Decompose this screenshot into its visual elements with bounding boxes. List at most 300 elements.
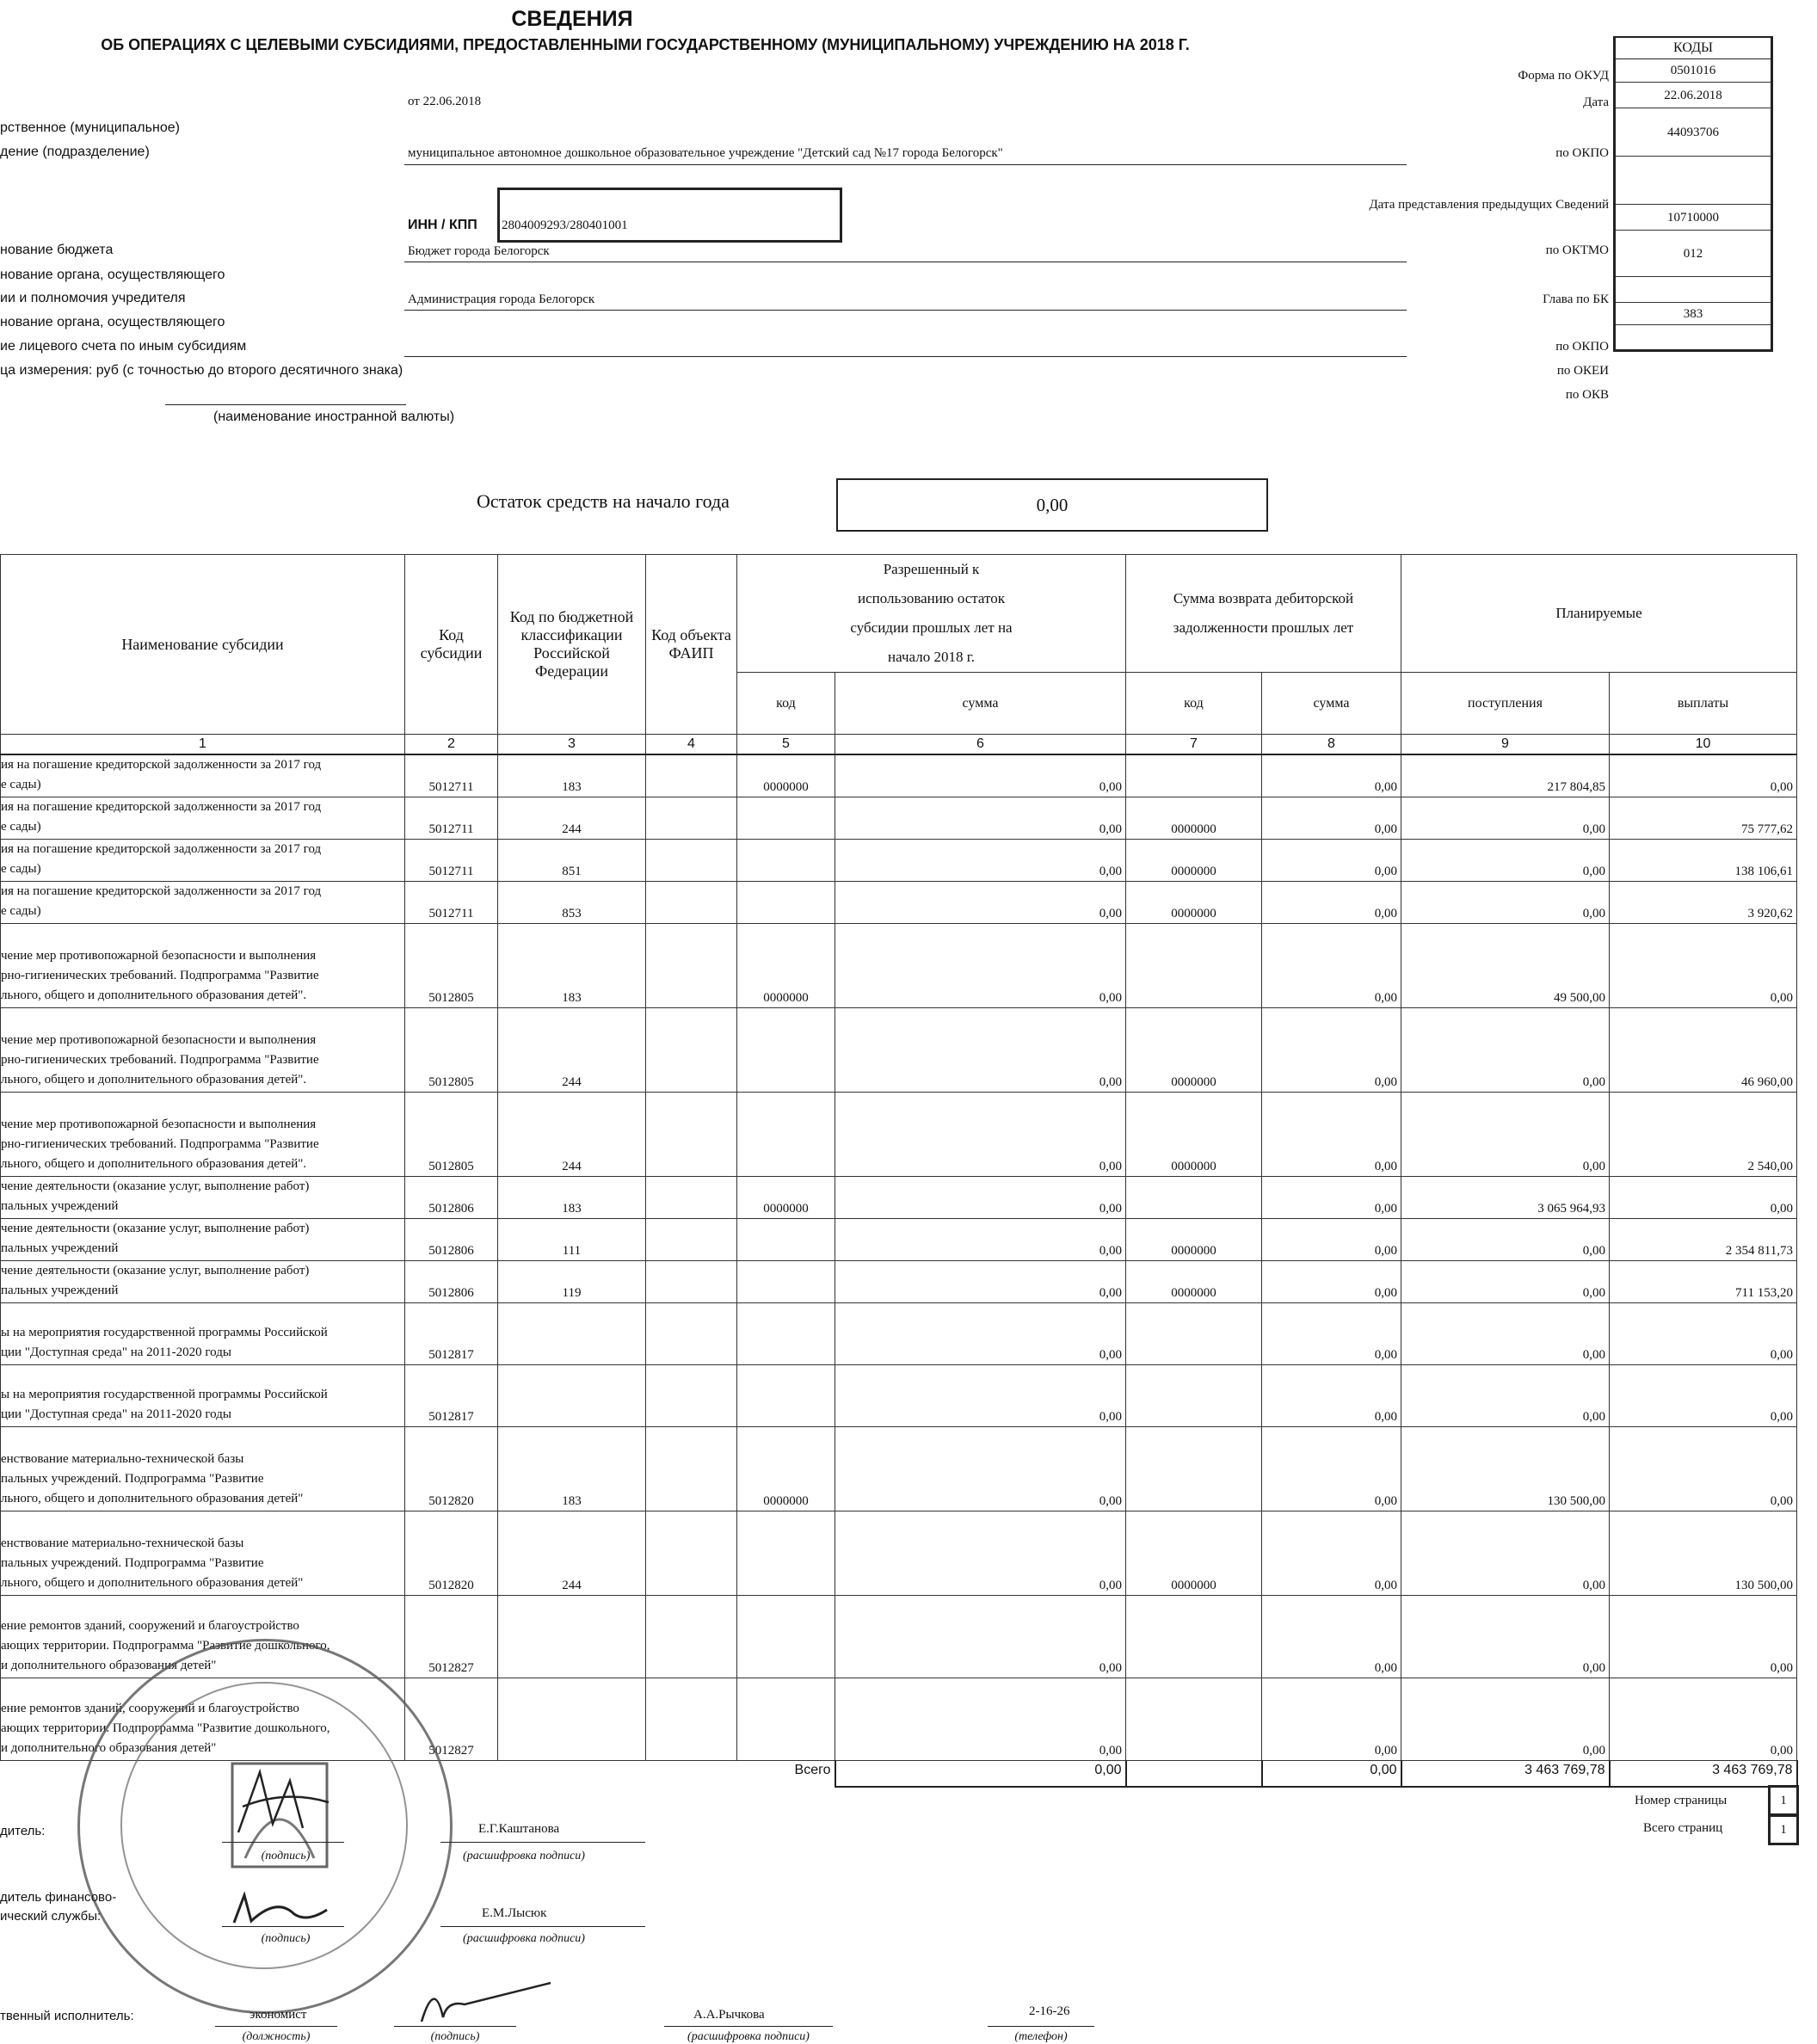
cell-planned-payments: 0,00 — [1610, 924, 1797, 1008]
col-number: 5 — [737, 735, 835, 755]
table-row — [1, 1219, 1797, 1261]
fin-label-2: ический службы: — [0, 1909, 102, 1924]
cell-planned-income: 0,00 — [1401, 1678, 1610, 1761]
cell-allowed-sum: 0,00 — [835, 1596, 1126, 1678]
cell-bk-code: 244 — [498, 797, 646, 840]
subsidy-name-line: чение деятельности (оказание услуг, выполнение работ) — [1, 1222, 310, 1235]
cell-return-sum: 0,00 — [1262, 882, 1401, 924]
document-subtitle: ОБ ОПЕРАЦИЯХ С ЦЕЛЕВЫМИ СУБСИДИЯМИ, ПРЕДОСТАВЛЕННЫМИ ГОСУДАРСТВЕННОМУ (МУНИЦИПАЛЬНОМУ) УЧРЕЖДЕНИЮ НА 2018 Г. — [101, 36, 1190, 53]
exec-label: твенный исполнитель: — [0, 2009, 134, 2023]
th-allowed-group: Разрешенный к использованию остаток субсидии прошлых лет на начало 2018 г. — [737, 555, 1126, 673]
cell-planned-payments: 130 500,00 — [1610, 1511, 1797, 1596]
cell-faip-code — [646, 840, 737, 882]
cell-allowed-code — [737, 1303, 835, 1365]
cell-return-sum: 0,00 — [1262, 1008, 1401, 1093]
inn-label: ИНН / КПП — [408, 218, 477, 232]
cell-bk-code: 183 — [498, 1177, 646, 1219]
cell-subsidy-name — [1, 1303, 405, 1365]
cell-allowed-sum: 0,00 — [835, 1303, 1126, 1365]
codes-okpo: 44093706 — [1616, 108, 1771, 157]
col-number: 8 — [1262, 735, 1401, 755]
cell-planned-payments: 0,00 — [1610, 1596, 1797, 1678]
cell-allowed-sum: 0,00 — [835, 1219, 1126, 1261]
cell-bk-code: 244 — [498, 1093, 646, 1177]
cell-planned-income: 0,00 — [1401, 1093, 1610, 1177]
cell-allowed-sum: 0,00 — [835, 840, 1126, 882]
cell-planned-income: 49 500,00 — [1401, 924, 1610, 1008]
cell-faip-code — [646, 1303, 737, 1365]
col-number: 2 — [405, 735, 498, 755]
cell-subsidy-name — [1, 882, 405, 924]
cell-return-sum: 0,00 — [1262, 1303, 1401, 1365]
th-allowed-code: код — [737, 673, 835, 735]
subsidy-name-line: рно-гигиенических требований. Подпрограмма "Развитие — [1, 969, 319, 982]
exec-phone: 2-16-26 — [1029, 2004, 1070, 2018]
subsidy-name-line: ающих территории. Подпрограмма "Развитие дошкольного, — [1, 1639, 330, 1653]
subsidy-name-line: енствование материально-технической базы — [1, 1452, 244, 1466]
cell-planned-income: 0,00 — [1401, 882, 1610, 924]
cell-allowed-code — [737, 882, 835, 924]
col-number: 6 — [835, 735, 1126, 755]
page-number-box: 1 — [1768, 1785, 1799, 1816]
subsidy-name-line: чение деятельности (оказание услуг, выполнение работ) — [1, 1179, 310, 1193]
cell-return-sum: 0,00 — [1262, 797, 1401, 840]
codes-glava: 012 — [1616, 231, 1771, 277]
cell-planned-income: 0,00 — [1401, 1008, 1610, 1093]
cell-subsidy-name — [1, 1261, 405, 1303]
total-planned-income: 3 463 769,78 — [1401, 1761, 1610, 1787]
codes-okpo-2 — [1616, 277, 1771, 303]
head-name-line — [440, 1842, 645, 1843]
subsidy-name-line: пальных учреждений. Подпрограмма "Развитие — [1, 1472, 264, 1486]
cell-return-sum: 0,00 — [1262, 840, 1401, 882]
fin-name: Е.М.Лысюк — [482, 1906, 547, 1920]
organ-label-1: нование органа, осуществляющего — [0, 268, 225, 282]
subsidy-name-line: е сады) — [1, 820, 41, 834]
subsidies-table — [0, 554, 1798, 1788]
cell-allowed-code — [737, 1093, 835, 1177]
table-row — [1, 1365, 1797, 1427]
total-return-code — [1126, 1761, 1262, 1787]
subsidy-name-line: е сады) — [1, 862, 41, 876]
cell-allowed-sum: 0,00 — [835, 797, 1126, 840]
subsidy-name-line: ы на мероприятия государственной программы Российской — [1, 1326, 328, 1339]
currency-underline — [165, 404, 406, 405]
exec-signature-caption: (подпись) — [430, 2030, 480, 2043]
cell-return-code: 0000000 — [1126, 1511, 1262, 1596]
subsidy-name-line: и дополнительного образования детей" — [1, 1659, 217, 1672]
cell-allowed-code — [737, 840, 835, 882]
th-return-group: Сумма возврата дебиторской задолженности прошлых лет — [1126, 555, 1401, 673]
codes-label-okei: по ОКЕИ — [1556, 364, 1609, 378]
codes-okv — [1616, 325, 1771, 349]
table-row — [1, 1008, 1797, 1093]
codes-okei: 383 — [1616, 303, 1771, 325]
cell-subsidy-code: 5012806 — [405, 1261, 498, 1303]
cell-planned-payments: 3 920,62 — [1610, 882, 1797, 924]
cell-allowed-code — [737, 797, 835, 840]
exec-phone-caption: (телефон) — [1014, 2030, 1068, 2043]
col-number: 7 — [1126, 735, 1262, 755]
codes-okud: 0501016 — [1616, 59, 1771, 83]
cell-planned-payments: 46 960,00 — [1610, 1008, 1797, 1093]
cell-subsidy-name — [1, 1427, 405, 1511]
organ2-label-1: нование органа, осуществляющего — [0, 315, 225, 329]
cell-bk-code: 183 — [498, 924, 646, 1008]
cell-planned-payments: 0,00 — [1610, 1678, 1797, 1761]
cell-faip-code — [646, 924, 737, 1008]
codes-header: КОДЫ — [1616, 38, 1771, 59]
codes-label-glava: Глава по БК — [1543, 292, 1609, 306]
cell-allowed-sum: 0,00 — [835, 1365, 1126, 1427]
subsidy-name-line: ающих территории. Подпрограмма "Развитие дошкольного, — [1, 1721, 330, 1735]
cell-bk-code: 244 — [498, 1511, 646, 1596]
table-row — [1, 1427, 1797, 1511]
cell-return-code: 0000000 — [1126, 1008, 1262, 1093]
total-pages-label: Всего страниц — [1643, 1821, 1723, 1835]
total-label: Всего — [794, 1763, 831, 1777]
cell-allowed-code: 0000000 — [737, 754, 835, 797]
head-label: дитель: — [0, 1824, 46, 1838]
cell-subsidy-code: 5012806 — [405, 1177, 498, 1219]
cell-planned-payments: 75 777,62 — [1610, 797, 1797, 840]
cell-bk-code: 183 — [498, 754, 646, 797]
cell-allowed-sum: 0,00 — [835, 882, 1126, 924]
cell-return-code: 0000000 — [1126, 882, 1262, 924]
cell-planned-income: 0,00 — [1401, 1511, 1610, 1596]
cell-return-sum: 0,00 — [1262, 1511, 1401, 1596]
th-subsidy-code: Код субсидии — [405, 555, 498, 735]
cell-allowed-sum: 0,00 — [835, 1511, 1126, 1596]
cell-faip-code — [646, 1511, 737, 1596]
cell-return-code — [1126, 1427, 1262, 1511]
cell-bk-code: 853 — [498, 882, 646, 924]
cell-return-code — [1126, 1365, 1262, 1427]
exec-position-caption: (должность) — [242, 2030, 311, 2043]
cell-faip-code — [646, 1219, 737, 1261]
table-row — [1, 1511, 1797, 1596]
subsidy-name-line: е сады) — [1, 778, 41, 791]
cell-return-code: 0000000 — [1126, 1219, 1262, 1261]
cell-subsidy-code: 5012711 — [405, 797, 498, 840]
fin-signature-caption: (подпись) — [261, 1932, 311, 1945]
cell-allowed-sum: 0,00 — [835, 924, 1126, 1008]
cell-faip-code — [646, 1008, 737, 1093]
cell-subsidy-name — [1, 1177, 405, 1219]
codes-label-okpo-2: по ОКПО — [1555, 340, 1609, 354]
subsidy-name-line: пальных учреждений — [1, 1284, 119, 1297]
table-row — [1, 1303, 1797, 1365]
table-row — [1, 1177, 1797, 1219]
codes-prev-date — [1616, 157, 1771, 205]
cell-subsidy-name — [1, 797, 405, 840]
cell-faip-code — [646, 1261, 737, 1303]
cell-faip-code — [646, 1678, 737, 1761]
codes-label-okud: Форма по ОКУД — [1518, 69, 1609, 83]
subsidy-name-line: енствование материально-технической базы — [1, 1536, 244, 1550]
total-allowed-sum: 0,00 — [835, 1761, 1126, 1787]
budget-label: нование бюджета — [0, 243, 114, 257]
exec-signature-line — [394, 2026, 516, 2027]
unit-label: ца измерения: руб (с точностью до второго десятичного знака) — [0, 363, 403, 378]
budget-value: Бюджет города Белогорск — [408, 244, 550, 258]
cell-allowed-code — [737, 1008, 835, 1093]
cell-subsidy-name — [1, 1511, 405, 1596]
cell-allowed-sum: 0,00 — [835, 1093, 1126, 1177]
cell-subsidy-name — [1, 1365, 405, 1427]
cell-allowed-sum: 0,00 — [835, 1177, 1126, 1219]
codes-label-okv: по ОКВ — [1565, 388, 1609, 402]
th-planned-payments: выплаты — [1610, 673, 1797, 735]
cell-return-sum: 0,00 — [1262, 1261, 1401, 1303]
cell-return-code: 0000000 — [1126, 1093, 1262, 1177]
head-decode-caption: (расшифровка подписи) — [463, 1850, 585, 1862]
cell-bk-code — [498, 1303, 646, 1365]
subsidy-name-line: ы на мероприятия государственной программы Российской — [1, 1388, 328, 1401]
cell-planned-payments: 0,00 — [1610, 1177, 1797, 1219]
head-signature-line — [222, 1842, 344, 1843]
col-number: 3 — [498, 735, 646, 755]
cell-faip-code — [646, 1427, 737, 1511]
subsidy-name-line: пальных учреждений — [1, 1241, 119, 1255]
th-planned-group: Планируемые — [1401, 555, 1797, 673]
opening-balance-label: Остаток средств на начало года — [477, 490, 730, 512]
subsidy-name-line: пальных учреждений. Подпрограмма "Развитие — [1, 1556, 264, 1570]
subsidy-name-line: е сады) — [1, 904, 41, 918]
cell-subsidy-code: 5012806 — [405, 1219, 498, 1261]
cell-allowed-code — [737, 1219, 835, 1261]
subsidy-name-line: чение мер противопожарной безопасности и выполнения — [1, 949, 317, 963]
opening-balance-value: 0,00 — [836, 478, 1268, 532]
th-bk-code: Код по бюджетной классификации Российской Федерации — [498, 555, 646, 735]
subsidy-name-line: ции "Доступная среда" на 2011-2020 годы — [1, 1407, 231, 1421]
cell-bk-code — [498, 1365, 646, 1427]
cell-subsidy-name — [1, 924, 405, 1008]
organ2-underline — [404, 356, 1407, 357]
cell-return-sum: 0,00 — [1262, 1678, 1401, 1761]
subsidy-name-line: и дополнительного образования детей" — [1, 1741, 217, 1755]
document-title: СВЕДЕНИЯ — [511, 7, 633, 31]
cell-subsidy-code: 5012827 — [405, 1596, 498, 1678]
cell-subsidy-code: 5012805 — [405, 924, 498, 1008]
institution-label-2: дение (подразделение) — [0, 145, 150, 159]
table-row — [1, 840, 1797, 882]
col-number: 10 — [1610, 735, 1797, 755]
fin-decode-caption: (расшифровка подписи) — [463, 1932, 585, 1945]
subsidy-name-line: льного, общего и дополнительного образования детей" — [1, 1492, 304, 1505]
cell-allowed-code: 0000000 — [737, 924, 835, 1008]
cell-subsidy-name — [1, 1093, 405, 1177]
codes-box — [1613, 36, 1773, 352]
head-handwritten-signature — [225, 1755, 337, 1841]
fin-label-1: дитель финансово- — [0, 1890, 117, 1905]
subsidy-name-line: ия на погашение кредиторской задолженности за 2017 год — [1, 884, 322, 898]
col-number: 1 — [1, 735, 405, 755]
th-name: Наименование субсидии — [1, 555, 405, 735]
table-row — [1, 1093, 1797, 1177]
cell-return-code: 0000000 — [1126, 840, 1262, 882]
cell-planned-payments: 0,00 — [1610, 1303, 1797, 1365]
table-row — [1, 754, 1797, 797]
cell-allowed-code — [737, 1261, 835, 1303]
table-row — [1, 1261, 1797, 1303]
subsidy-name-line: льного, общего и дополнительного образования детей". — [1, 1073, 307, 1087]
cell-return-sum: 0,00 — [1262, 924, 1401, 1008]
subsidy-name-line: чение мер противопожарной безопасности и выполнения — [1, 1033, 317, 1047]
cell-planned-payments: 2 354 811,73 — [1610, 1219, 1797, 1261]
exec-name: А.А.Рычкова — [693, 2008, 765, 2022]
cell-return-code — [1126, 924, 1262, 1008]
currency-caption: (наименование иностранной валюты) — [213, 409, 455, 424]
table-row — [1, 924, 1797, 1008]
table-row — [1, 797, 1797, 840]
cell-planned-income: 217 804,85 — [1401, 754, 1610, 797]
cell-allowed-sum: 0,00 — [835, 1678, 1126, 1761]
cell-return-sum: 0,00 — [1262, 1177, 1401, 1219]
cell-bk-code: 244 — [498, 1008, 646, 1093]
institution-underline — [404, 164, 1407, 165]
cell-allowed-sum: 0,00 — [835, 1427, 1126, 1511]
cell-faip-code — [646, 1177, 737, 1219]
cell-subsidy-name — [1, 754, 405, 797]
cell-planned-income: 0,00 — [1401, 1261, 1610, 1303]
cell-allowed-code — [737, 1678, 835, 1761]
report-date: от 22.06.2018 — [408, 95, 482, 108]
cell-planned-income: 0,00 — [1401, 840, 1610, 882]
inn-value: 2804009293/280401001 — [502, 219, 628, 232]
cell-allowed-code — [737, 1511, 835, 1596]
cell-planned-payments: 2 540,00 — [1610, 1093, 1797, 1177]
cell-subsidy-code: 5012820 — [405, 1427, 498, 1511]
organ-value: Администрация города Белогорск — [408, 292, 595, 306]
codes-label-okpo: по ОКПО — [1555, 146, 1609, 160]
cell-faip-code — [646, 882, 737, 924]
th-allowed-sum: сумма — [835, 673, 1126, 735]
cell-faip-code — [646, 797, 737, 840]
cell-faip-code — [646, 1365, 737, 1427]
codes-label-prev-date: Дата представления предыдущих Сведений — [1369, 198, 1609, 212]
cell-allowed-code: 0000000 — [737, 1177, 835, 1219]
fin-handwritten-signature — [225, 1888, 337, 1931]
cell-return-code — [1126, 754, 1262, 797]
cell-return-sum: 0,00 — [1262, 1596, 1401, 1678]
cell-subsidy-code: 5012820 — [405, 1511, 498, 1596]
subsidy-name-line: ение ремонтов зданий, сооружений и благоустройство — [1, 1619, 299, 1633]
cell-subsidy-code: 5012711 — [405, 840, 498, 882]
cell-bk-code — [498, 1596, 646, 1678]
head-name: Е.Г.Каштанова — [478, 1822, 560, 1836]
cell-planned-income: 0,00 — [1401, 1219, 1610, 1261]
th-faip-code: Код объекта ФАИП — [646, 555, 737, 735]
total-planned-payments: 3 463 769,78 — [1610, 1761, 1797, 1787]
page-number-label: Номер страницы — [1635, 1794, 1728, 1807]
cell-allowed-sum: 0,00 — [835, 754, 1126, 797]
cell-return-code — [1126, 1596, 1262, 1678]
th-return-sum: сумма — [1262, 673, 1401, 735]
total-return-sum: 0,00 — [1262, 1761, 1401, 1787]
subsidy-name-line: рно-гигиенических требований. Подпрограмма "Развитие — [1, 1137, 319, 1151]
subsidy-name-line: рно-гигиенических требований. Подпрограмма "Развитие — [1, 1053, 319, 1067]
institution-value: муниципальное автономное дошкольное образовательное учреждение "Детский сад №17 города Белогорск" — [408, 146, 1003, 160]
cell-subsidy-code: 5012711 — [405, 882, 498, 924]
cell-planned-income: 0,00 — [1401, 1303, 1610, 1365]
total-pages-box: 1 — [1768, 1814, 1799, 1845]
cell-subsidy-code: 5012805 — [405, 1093, 498, 1177]
cell-return-sum: 0,00 — [1262, 1365, 1401, 1427]
col-number: 9 — [1401, 735, 1610, 755]
cell-planned-income: 0,00 — [1401, 1596, 1610, 1678]
cell-allowed-sum: 0,00 — [835, 1008, 1126, 1093]
cell-return-code: 0000000 — [1126, 797, 1262, 840]
cell-bk-code: 111 — [498, 1219, 646, 1261]
organ-label-2: ии и полномочия учредителя — [0, 291, 186, 305]
institution-label-1: рственное (муниципальное) — [0, 120, 180, 135]
cell-allowed-code — [737, 1365, 835, 1427]
subsidy-name-line: льного, общего и дополнительного образования детей". — [1, 988, 307, 1002]
exec-handwritten-signature — [413, 1974, 559, 2026]
cell-faip-code — [646, 1093, 737, 1177]
cell-subsidy-name — [1, 1008, 405, 1093]
table-row — [1, 882, 1797, 924]
subsidy-name-line: льного, общего и дополнительного образования детей". — [1, 1157, 307, 1171]
th-planned-income: поступления — [1401, 673, 1610, 735]
exec-name-line — [664, 2026, 833, 2027]
subsidy-name-line: ции "Доступная среда" на 2011-2020 годы — [1, 1345, 231, 1359]
subsidy-name-line: ия на погашение кредиторской задолженности за 2017 год — [1, 758, 322, 772]
cell-bk-code: 119 — [498, 1261, 646, 1303]
cell-return-sum: 0,00 — [1262, 1093, 1401, 1177]
cell-planned-income: 0,00 — [1401, 1365, 1610, 1427]
exec-decode-caption: (расшифровка подписи) — [687, 2030, 810, 2043]
cell-planned-payments: 138 106,61 — [1610, 840, 1797, 882]
cell-planned-income: 130 500,00 — [1401, 1427, 1610, 1511]
head-signature-caption: (подпись) — [261, 1850, 311, 1862]
cell-planned-income: 0,00 — [1401, 797, 1610, 840]
exec-position: экономист — [249, 2008, 307, 2022]
cell-planned-payments: 0,00 — [1610, 754, 1797, 797]
inn-box — [497, 188, 842, 243]
cell-subsidy-code: 5012827 — [405, 1678, 498, 1761]
th-return-code: код — [1126, 673, 1262, 735]
cell-planned-payments: 711 153,20 — [1610, 1261, 1797, 1303]
cell-bk-code: 851 — [498, 840, 646, 882]
cell-subsidy-name — [1, 840, 405, 882]
subsidy-name-line: ия на погашение кредиторской задолженности за 2017 год — [1, 842, 322, 856]
col-number: 4 — [646, 735, 737, 755]
codes-date: 22.06.2018 — [1616, 83, 1771, 108]
cell-subsidy-code: 5012711 — [405, 754, 498, 797]
organ2-label-2: ие лицевого счета по иным субсидиям — [0, 339, 247, 354]
cell-allowed-code — [737, 1596, 835, 1678]
organ-underline — [404, 310, 1407, 311]
cell-allowed-code: 0000000 — [737, 1427, 835, 1511]
cell-subsidy-code: 5012817 — [405, 1303, 498, 1365]
subsidy-name-line: ия на погашение кредиторской задолженности за 2017 год — [1, 800, 322, 814]
cell-return-sum: 0,00 — [1262, 1427, 1401, 1511]
exec-position-line — [215, 2026, 337, 2027]
cell-allowed-sum: 0,00 — [835, 1261, 1126, 1303]
cell-faip-code — [646, 1596, 737, 1678]
cell-return-code: 0000000 — [1126, 1261, 1262, 1303]
cell-return-sum: 0,00 — [1262, 1219, 1401, 1261]
cell-planned-payments: 0,00 — [1610, 1365, 1797, 1427]
cell-return-code — [1126, 1177, 1262, 1219]
subsidy-name-line: чение мер противопожарной безопасности и выполнения — [1, 1117, 317, 1131]
exec-phone-line — [988, 2026, 1094, 2027]
cell-subsidy-name — [1, 1219, 405, 1261]
subsidy-name-line: ение ремонтов зданий, сооружений и благоустройство — [1, 1702, 299, 1715]
fin-name-line — [440, 1926, 645, 1927]
